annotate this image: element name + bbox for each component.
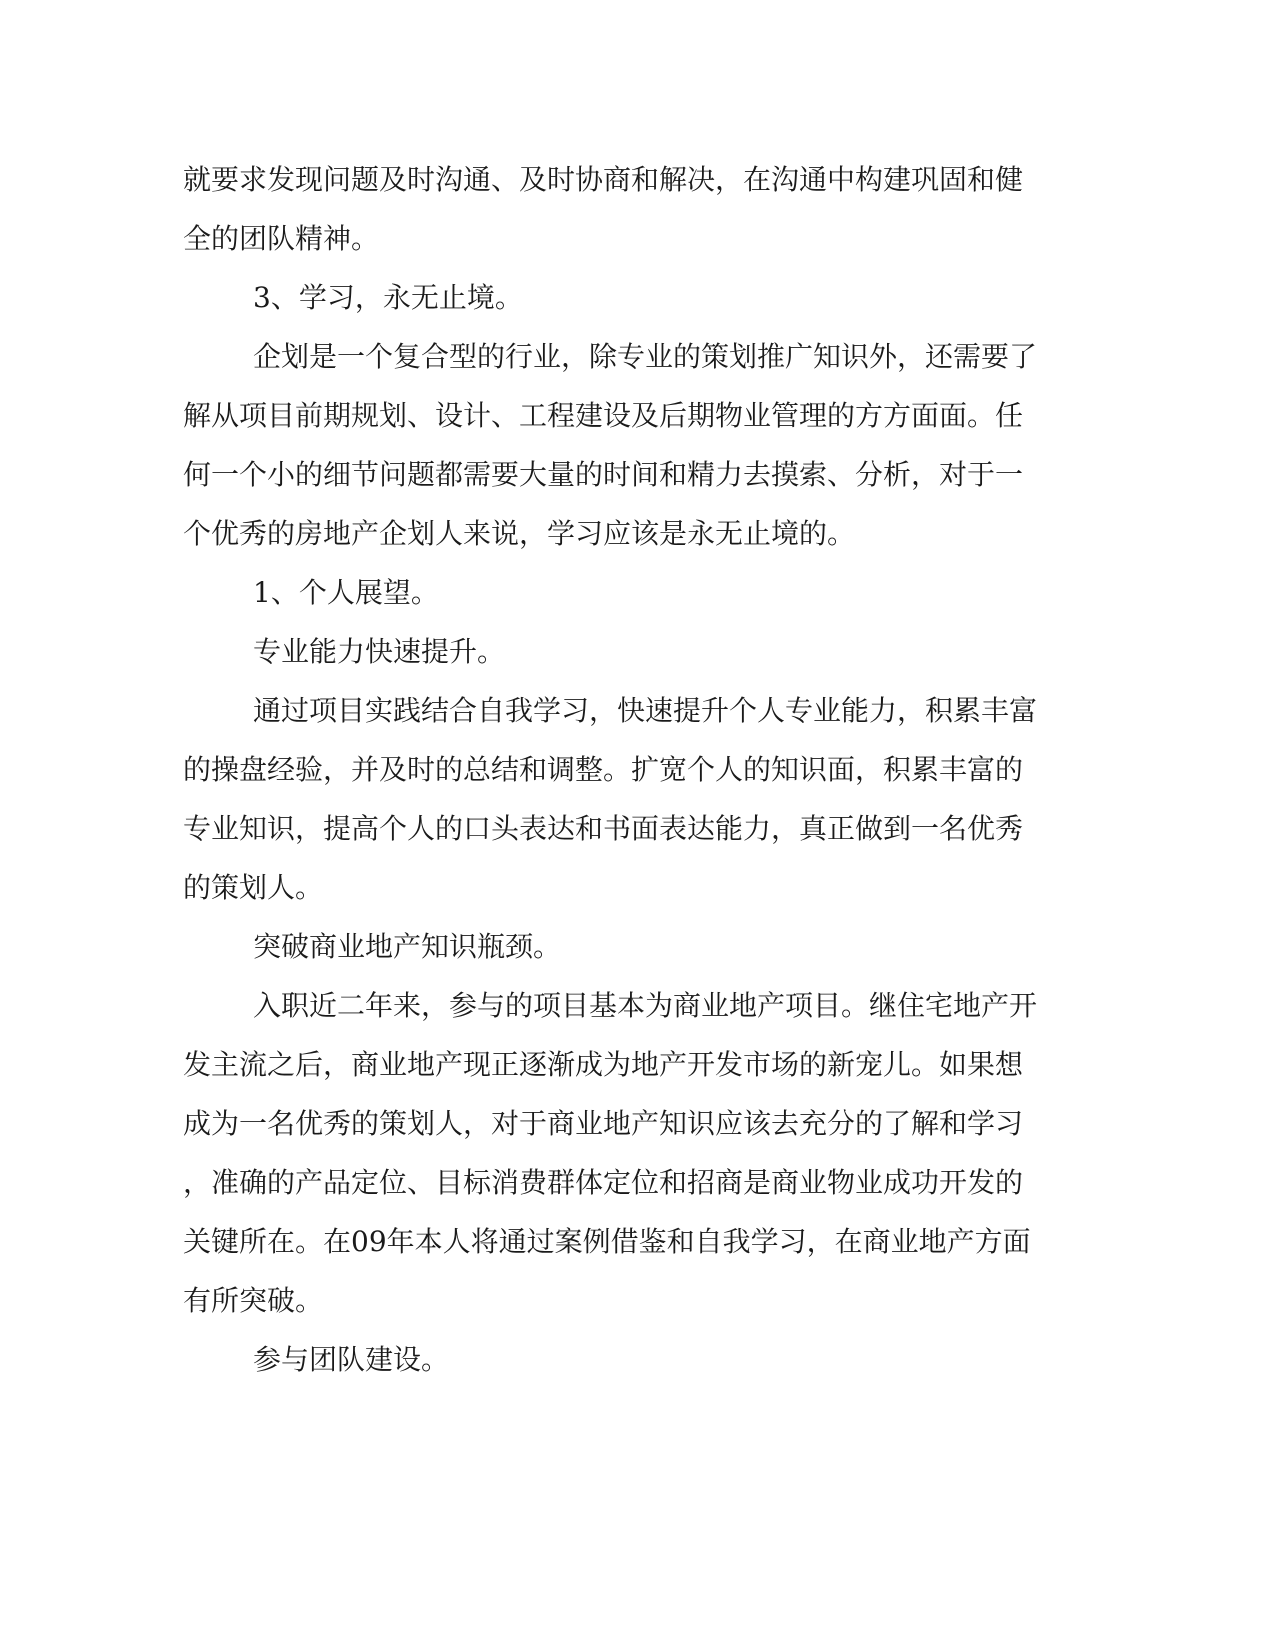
- text-line: 入职近二年来，参与的项目基本为商业地产项目。继住宅地产开: [253, 989, 1038, 1022]
- text-line: 成为一名优秀的策划人，对于商业地产知识应该去充分的了解和学习: [183, 1107, 1024, 1140]
- text-line: 何一个小的细节问题都需要大量的时间和精力去摸索、分析，对于一: [183, 458, 1024, 491]
- text-line: 关键所在。在09年本人将通过案例借鉴和自我学习，在商业地产方面: [183, 1225, 1031, 1258]
- subheading: 参与团队建设。: [253, 1343, 450, 1376]
- text-line: 有所突破。: [183, 1284, 324, 1317]
- text-line: 的策划人。: [183, 871, 324, 904]
- text-line: 全的团队精神。: [183, 222, 380, 255]
- text-line: 的操盘经验，并及时的总结和调整。扩宽个人的知识面，积累丰富的: [183, 753, 1024, 786]
- subheading: 专业能力快速提升。: [253, 635, 506, 668]
- text-line: 个优秀的房地产企划人来说，学习应该是永无止境的。: [183, 517, 856, 550]
- text-line: 就要求发现问题及时沟通、及时协商和解决，在沟通中构建巩固和健: [183, 163, 1024, 196]
- text-line: 专业知识，提高个人的口头表达和书面表达能力，真正做到一名优秀: [183, 812, 1024, 845]
- text-line: 解从项目前期规划、设计、工程建设及后期物业管理的方方面面。任: [183, 399, 1024, 432]
- text-line: 企划是一个复合型的行业，除专业的策划推广知识外，还需要了: [253, 340, 1038, 373]
- text-line: 发主流之后，商业地产现正逐渐成为地产开发市场的新宠儿。如果想: [183, 1048, 1024, 1081]
- text-line: 通过项目实践结合自我学习，快速提升个人专业能力，积累丰富: [253, 694, 1038, 727]
- section-heading: 1、个人展望。: [253, 576, 439, 609]
- text-line: ，准确的产品定位、目标消费群体定位和招商是商业物业成功开发的: [183, 1166, 1024, 1199]
- section-heading: 3、学习，永无止境。: [253, 281, 523, 314]
- subheading: 突破商业地产知识瓶颈。: [253, 930, 562, 963]
